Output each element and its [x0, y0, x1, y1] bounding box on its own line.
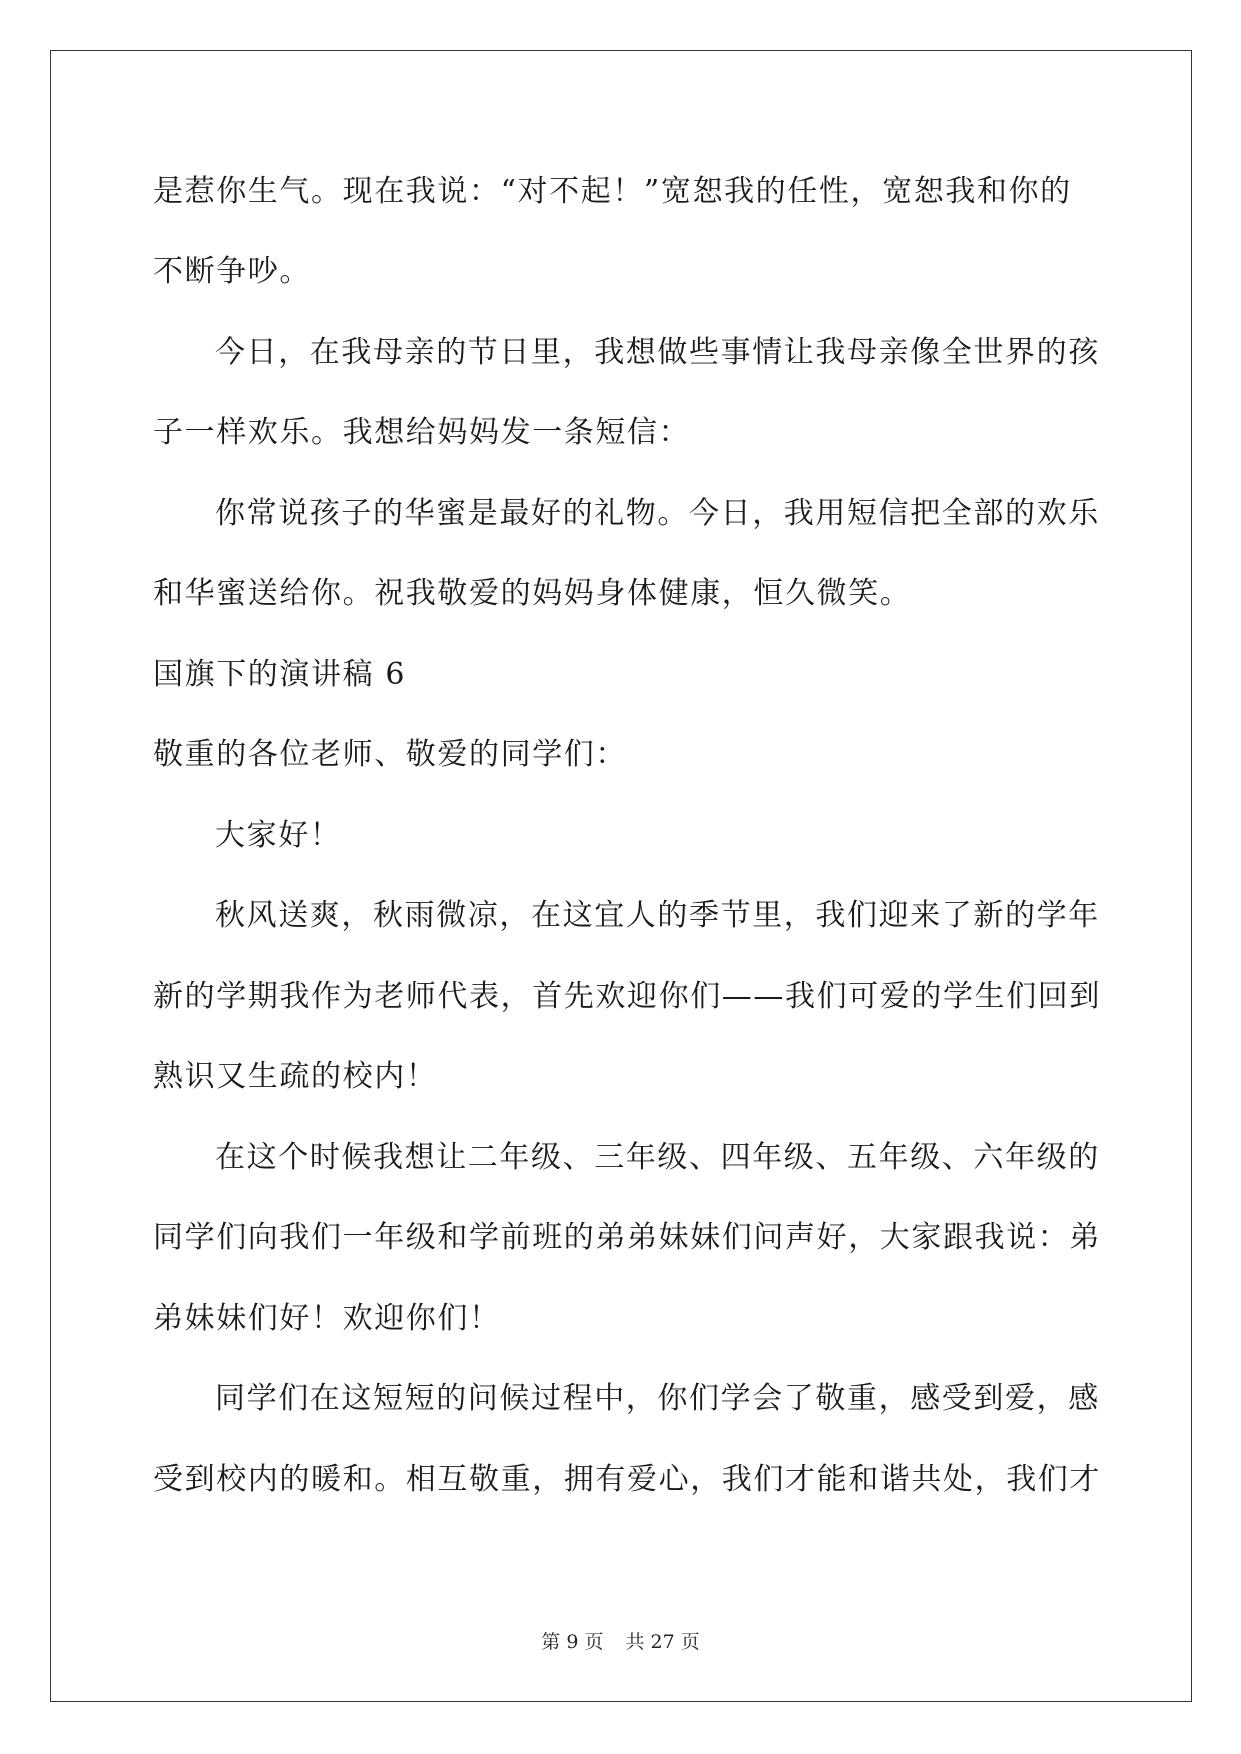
text-line: 熟识又生疏的校内！	[153, 1059, 438, 1094]
text-line: 同学们向我们一年级和学前班的弟弟妹妹们问声好，大家跟我说：弟	[153, 1220, 1101, 1255]
page-footer	[0, 1630, 1241, 1654]
greeting: 大家好！	[215, 818, 342, 853]
text-line: 是惹你生气。现在我说：“对不起！”宽恕我的任性，宽恕我和你的	[153, 174, 1072, 209]
text-line: 你常说孩子的华蜜是最好的礼物。今日，我用短信把全部的欢乐	[215, 496, 1100, 531]
section-heading: 国旗下的演讲稿 6	[153, 657, 407, 692]
text-line: 受到校内的暖和。相互敬重，拥有爱心，我们才能和谐共处，我们才	[153, 1462, 1101, 1497]
text-line: 不断争吵。	[153, 254, 311, 289]
page-number: 第 9 页	[541, 1631, 604, 1653]
page-border	[50, 50, 1192, 1702]
page-total: 共 27 页	[625, 1631, 700, 1653]
text-line: 在这个时候我想让二年级、三年级、四年级、五年级、六年级的	[215, 1140, 1100, 1175]
text-line: 弟妹妹们好！欢迎你们！	[153, 1301, 501, 1336]
text-line: 同学们在这短短的问候过程中，你们学会了敬重，感受到爱，感	[215, 1381, 1100, 1416]
text-line: 今日，在我母亲的节日里，我想做些事情让我母亲像全世界的孩	[215, 335, 1100, 370]
text-line: 新的学期我作为老师代表，首先欢迎你们——我们可爱的学生们回到	[153, 979, 1101, 1014]
salutation: 敬重的各位老师、敬爱的同学们：	[153, 737, 627, 772]
text-line: 和华蜜送给你。祝我敬爱的妈妈身体健康，恒久微笑。	[153, 576, 912, 611]
text-line: 秋风送爽，秋雨微凉，在这宜人的季节里，我们迎来了新的学年	[215, 898, 1100, 933]
text-line: 子一样欢乐。我想给妈妈发一条短信：	[153, 415, 691, 450]
